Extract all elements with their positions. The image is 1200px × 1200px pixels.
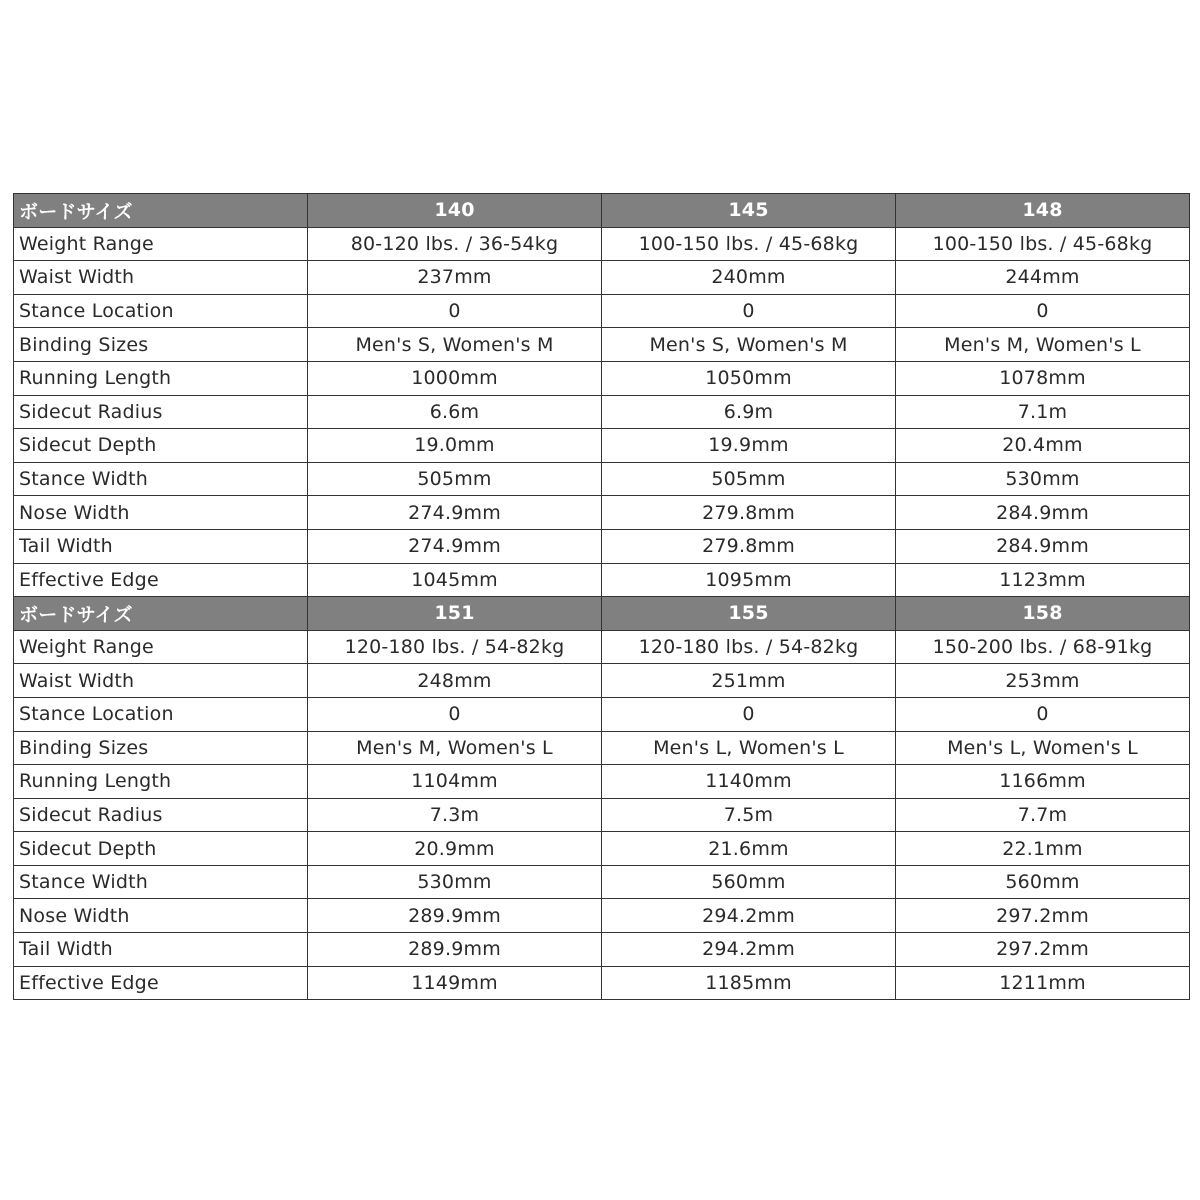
- spec-value: 7.1m: [896, 395, 1190, 429]
- spec-value: 19.9mm: [602, 429, 896, 463]
- spec-value: 240mm: [602, 261, 896, 295]
- spec-value: 1166mm: [896, 765, 1190, 799]
- spec-row: [14, 496, 1190, 530]
- spec-value: 530mm: [896, 462, 1190, 496]
- spec-value: 0: [308, 697, 602, 731]
- spec-value: 1000mm: [308, 361, 602, 395]
- spec-row: [14, 529, 1190, 563]
- spec-label: Stance Width: [14, 462, 308, 496]
- spec-value: 505mm: [308, 462, 602, 496]
- spec-value: 1140mm: [602, 765, 896, 799]
- spec-row: [14, 395, 1190, 429]
- spec-row: [14, 361, 1190, 395]
- spec-value: 297.2mm: [896, 899, 1190, 933]
- spec-value: 1211mm: [896, 966, 1190, 1000]
- spec-value: Men's M, Women's L: [308, 731, 602, 765]
- spec-row: [14, 765, 1190, 799]
- board-size-header: 140: [308, 194, 602, 228]
- spec-value: 284.9mm: [896, 529, 1190, 563]
- spec-row: [14, 664, 1190, 698]
- spec-value: 100-150 lbs. / 45-68kg: [896, 227, 1190, 261]
- spec-value: 7.3m: [308, 798, 602, 832]
- board-spec-table: [13, 193, 1190, 1000]
- spec-value: 1050mm: [602, 361, 896, 395]
- spec-value: 1104mm: [308, 765, 602, 799]
- spec-value: 1185mm: [602, 966, 896, 1000]
- spec-value: Men's S, Women's M: [308, 328, 602, 362]
- spec-label: Nose Width: [14, 899, 308, 933]
- size-header-row: [14, 194, 1190, 228]
- spec-value: 100-150 lbs. / 45-68kg: [602, 227, 896, 261]
- spec-value: 1149mm: [308, 966, 602, 1000]
- spec-row: [14, 832, 1190, 866]
- spec-label: Stance Location: [14, 697, 308, 731]
- spec-row: [14, 697, 1190, 731]
- spec-value: 1123mm: [896, 563, 1190, 597]
- spec-value: 6.9m: [602, 395, 896, 429]
- board-size-header: 145: [602, 194, 896, 228]
- spec-label: Sidecut Depth: [14, 832, 308, 866]
- spec-value: 0: [896, 697, 1190, 731]
- spec-value: 294.2mm: [602, 933, 896, 967]
- spec-label: Tail Width: [14, 529, 308, 563]
- spec-value: 297.2mm: [896, 933, 1190, 967]
- spec-row: [14, 227, 1190, 261]
- spec-row: [14, 798, 1190, 832]
- spec-value: 19.0mm: [308, 429, 602, 463]
- spec-label: Stance Width: [14, 865, 308, 899]
- spec-value: 248mm: [308, 664, 602, 698]
- spec-label: Tail Width: [14, 933, 308, 967]
- spec-value: 279.8mm: [602, 529, 896, 563]
- spec-value: 150-200 lbs. / 68-91kg: [896, 630, 1190, 664]
- spec-row: [14, 966, 1190, 1000]
- spec-value: 244mm: [896, 261, 1190, 295]
- spec-value: 505mm: [602, 462, 896, 496]
- spec-value: Men's L, Women's L: [896, 731, 1190, 765]
- spec-label: Sidecut Radius: [14, 798, 308, 832]
- board-size-header: 151: [308, 597, 602, 631]
- spec-row: [14, 294, 1190, 328]
- spec-value: Men's L, Women's L: [602, 731, 896, 765]
- spec-value: 289.9mm: [308, 899, 602, 933]
- spec-value: 1045mm: [308, 563, 602, 597]
- spec-value: 1095mm: [602, 563, 896, 597]
- board-size-header: 155: [602, 597, 896, 631]
- spec-label: Weight Range: [14, 227, 308, 261]
- spec-value: 22.1mm: [896, 832, 1190, 866]
- spec-value: 120-180 lbs. / 54-82kg: [602, 630, 896, 664]
- spec-label: Stance Location: [14, 294, 308, 328]
- spec-value: 1078mm: [896, 361, 1190, 395]
- spec-label: Effective Edge: [14, 966, 308, 1000]
- spec-value: 20.4mm: [896, 429, 1190, 463]
- spec-row: [14, 731, 1190, 765]
- spec-value: 7.7m: [896, 798, 1190, 832]
- spec-value: 237mm: [308, 261, 602, 295]
- spec-value: 274.9mm: [308, 496, 602, 530]
- spec-value: 6.6m: [308, 395, 602, 429]
- spec-label: Nose Width: [14, 496, 308, 530]
- spec-value: 294.2mm: [602, 899, 896, 933]
- spec-value: 0: [308, 294, 602, 328]
- spec-row: [14, 462, 1190, 496]
- board-size-header-label: ボードサイズ: [14, 194, 308, 228]
- spec-row: [14, 630, 1190, 664]
- spec-row: [14, 563, 1190, 597]
- spec-row: [14, 328, 1190, 362]
- spec-value: 80-120 lbs. / 36-54kg: [308, 227, 602, 261]
- spec-table-body: [14, 194, 1190, 1000]
- board-size-header-label: ボードサイズ: [14, 597, 308, 631]
- spec-value: 253mm: [896, 664, 1190, 698]
- spec-value: 120-180 lbs. / 54-82kg: [308, 630, 602, 664]
- spec-row: [14, 865, 1190, 899]
- board-size-header: 148: [896, 194, 1190, 228]
- spec-value: 7.5m: [602, 798, 896, 832]
- spec-value: 251mm: [602, 664, 896, 698]
- spec-row: [14, 429, 1190, 463]
- spec-value: 21.6mm: [602, 832, 896, 866]
- size-header-row: [14, 597, 1190, 631]
- spec-row: [14, 899, 1190, 933]
- spec-label: Sidecut Depth: [14, 429, 308, 463]
- spec-value: 20.9mm: [308, 832, 602, 866]
- spec-label: Running Length: [14, 765, 308, 799]
- board-size-header: 158: [896, 597, 1190, 631]
- spec-value: 289.9mm: [308, 933, 602, 967]
- spec-label: Running Length: [14, 361, 308, 395]
- spec-value: Men's M, Women's L: [896, 328, 1190, 362]
- spec-label: Effective Edge: [14, 563, 308, 597]
- spec-value: 0: [602, 294, 896, 328]
- spec-label: Binding Sizes: [14, 731, 308, 765]
- spec-value: 0: [896, 294, 1190, 328]
- spec-value: Men's S, Women's M: [602, 328, 896, 362]
- spec-label: Waist Width: [14, 261, 308, 295]
- spec-row: [14, 261, 1190, 295]
- spec-value: 284.9mm: [896, 496, 1190, 530]
- spec-label: Sidecut Radius: [14, 395, 308, 429]
- spec-value: 560mm: [602, 865, 896, 899]
- spec-value: 279.8mm: [602, 496, 896, 530]
- spec-value: 560mm: [896, 865, 1190, 899]
- spec-label: Weight Range: [14, 630, 308, 664]
- spec-value: 274.9mm: [308, 529, 602, 563]
- spec-label: Binding Sizes: [14, 328, 308, 362]
- spec-row: [14, 933, 1190, 967]
- spec-label: Waist Width: [14, 664, 308, 698]
- spec-value: 0: [602, 697, 896, 731]
- spec-value: 530mm: [308, 865, 602, 899]
